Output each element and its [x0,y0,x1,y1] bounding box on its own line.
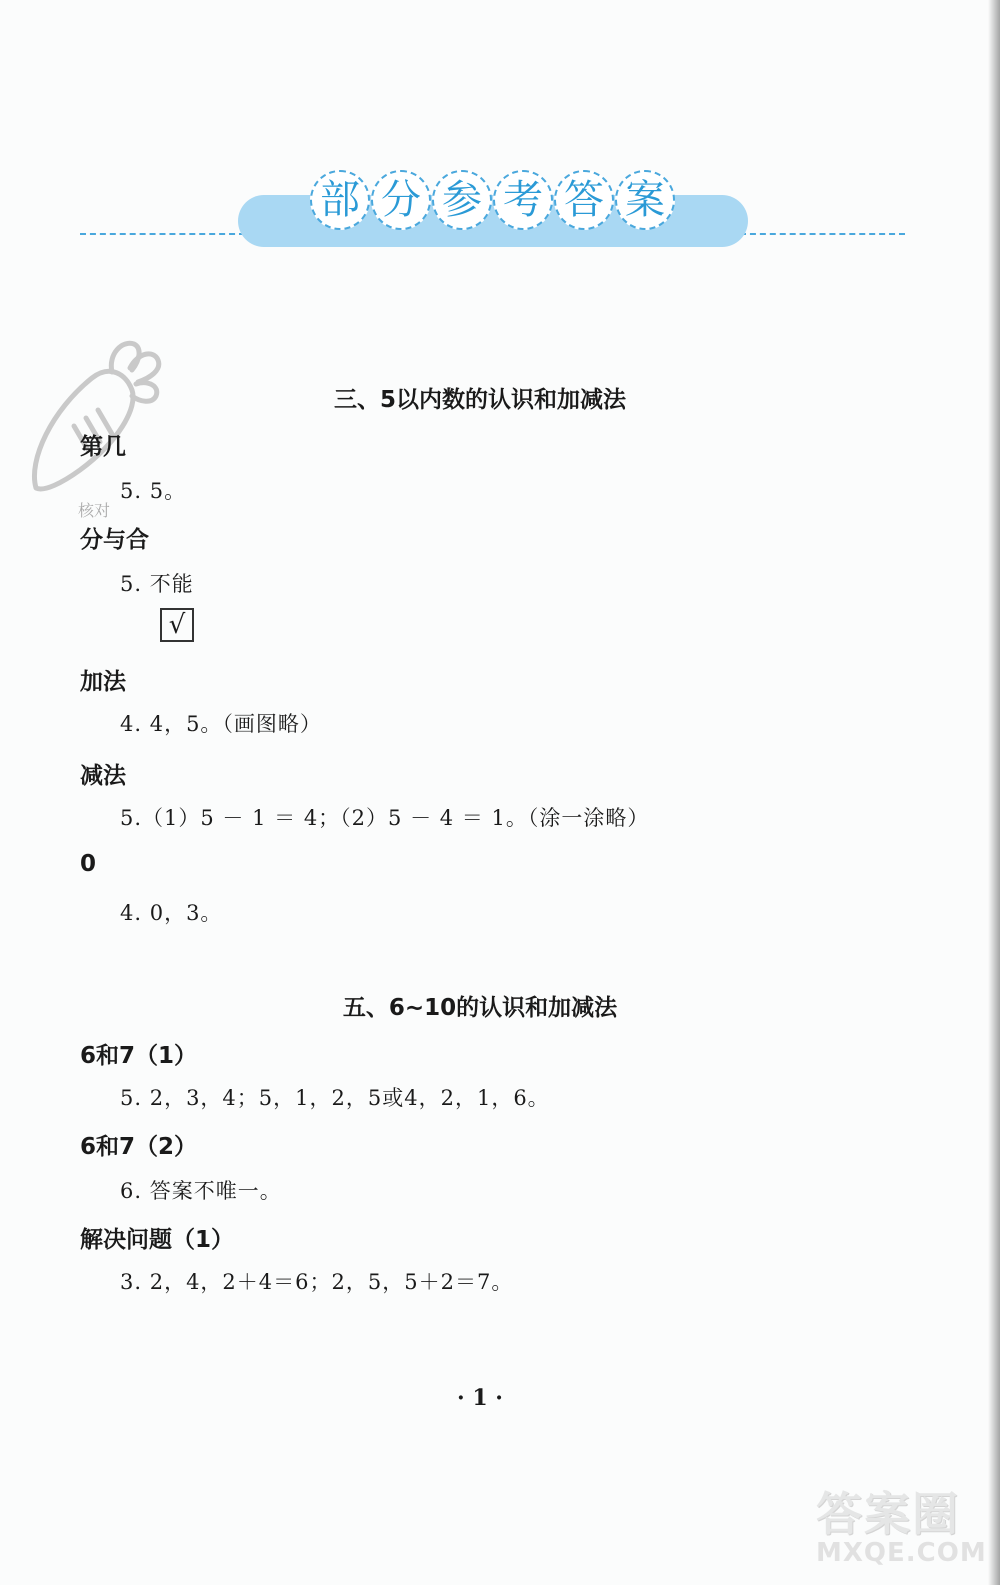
answer-line: 4. 4，5。（画图略） [120,712,322,736]
subsection-heading: 加法 [80,669,126,695]
subsection-heading: 解决问题（1） [80,1227,235,1253]
page-number: · 1 · [457,1385,503,1411]
watermark-url: MXQE.COM [816,1538,987,1568]
watermark-logo [816,1478,991,1573]
watermark-title: 答案圈 [816,1487,960,1541]
subsection-heading: 6和7（1） [80,1043,198,1069]
answer-line: 5. 不能 [120,572,194,596]
subsection-heading: 0 [80,851,97,877]
answer-line: 3. 2，4，2＋4＝6；2，5，5＋2＝7。 [120,1270,514,1294]
answer-line: 5.（1）5 － 1 ＝ 4；（2）5 － 4 ＝ 1。（涂一涂略） [120,806,650,830]
section-title: 五、6~10的认识和加减法 [342,995,618,1021]
header-char: 参 [432,170,492,230]
header-char: 部 [310,170,370,230]
header-char: 答 [554,170,614,230]
answer-line: 5. 5。 [120,479,187,503]
header-char: 考 [493,170,553,230]
subsection-heading: 第几 [80,434,126,460]
answer-line: 5. 2，3，4；5，1，2，5或4，2，1，6。 [120,1086,550,1110]
check-box: √ [160,608,194,642]
answer-line: 6. 答案不唯一。 [120,1179,282,1203]
subsection-heading: 减法 [80,763,126,789]
subsection-heading: 分与合 [80,527,149,553]
smudged-text: 核对 [78,501,111,520]
subsection-heading: 6和7（2） [80,1134,198,1160]
answer-line: 4. 0，3。 [120,901,223,925]
header-char: 分 [371,170,431,230]
header-char: 案 [615,170,675,230]
section-title: 三、5以内数的认识和加减法 [333,387,626,413]
